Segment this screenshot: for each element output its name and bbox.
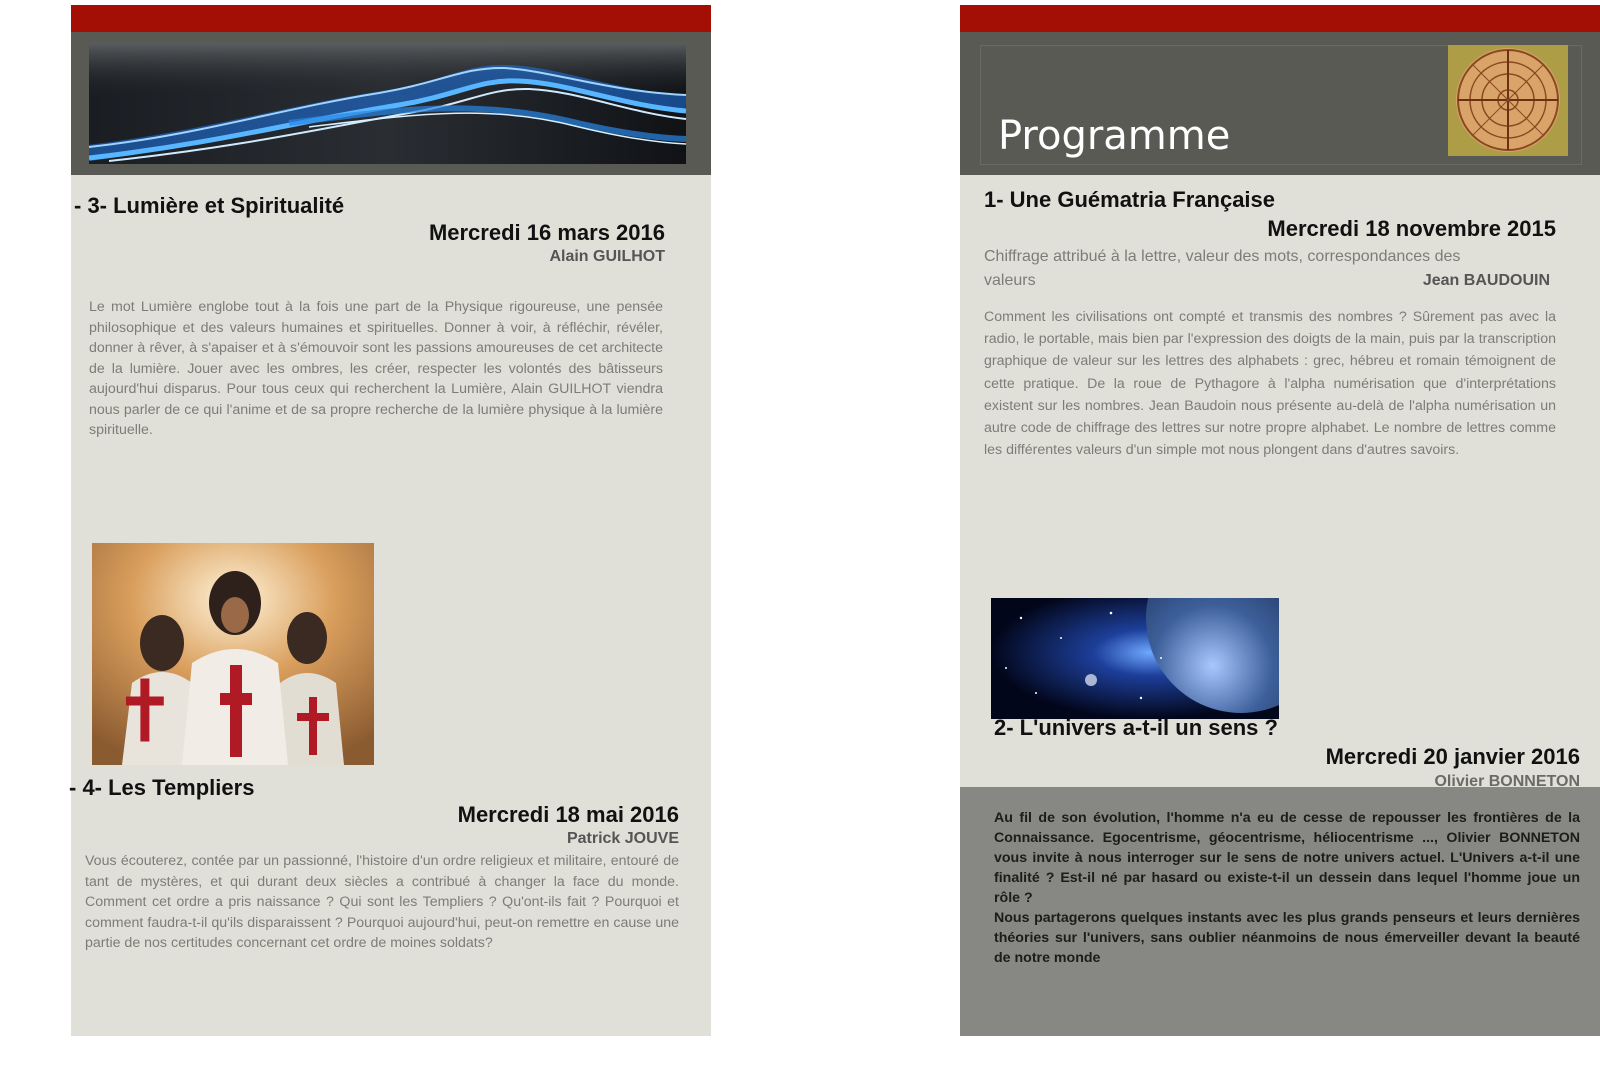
pythagoras-wheel-emblem [1448, 45, 1568, 156]
templar-knights-photo [92, 543, 374, 765]
section-3-speaker: Alain GUILHOT [549, 248, 665, 265]
section-2-description-2: Nous partagerons quelques instants avec les plus grands penseurs et leurs dernières théories sur l'univers, sans oublier néanmoins de nous émerveiller devant la beauté de notre monde [994, 910, 1580, 966]
left-page [71, 5, 711, 1036]
section-4-description: Vous écouterez, contée par un passionné, l'histoire d'un ordre religieux et militaire, entouré de tant de mystères, et qui durant deux siècles a contribué à changer la face du monde. Comment cet ordre a pris naissance ? Qui sont les Templiers ? Qu'ont-ils fait ? Pourquoi et comment faudra-t-il qu'ils disparaissent ? Pourquoi aujourd'hui, peut-on remettre en cause une partie de nos certitudes concernant cet ordre de moines soldats? [85, 853, 679, 951]
section-1-description: Comment les civilisations ont compté et transmis des nombres ? Sûrement pas avec la radio, le portable, mais bien par l'expression des doigts de la main, puis par la transcription graphique de valeur sur les lettres des alphabets : grec, hébreu et romain témoignent de cette pratique. De la roue de Pythagore à l'alpha numérisation que d'interprétations existent sur les nombres. Jean Baudoin nous présente au-delà de l'alpha numérisation un autre code de chiffrage des lettres sur notre propre alphabet. Le nombre de lettres comme les différentes valeurs d'un simple mot nous plongent dans d'autres savoirs. [984, 309, 1556, 459]
section-2-speaker: Olivier BONNETON [1434, 773, 1580, 790]
section-1-subtitle-line1: Chiffrage attribué à la lettre, valeur des mots, correspondances des [984, 248, 1461, 265]
section-3-description: Le mot Lumière englobe tout à la fois une part de la Physique rigoureuse, une pensée philosophique et des valeurs humaines et spirituelles. Donner à voir, à réfléchir, révéler, donner à rêver, à s'apaiser et à s'émouvoir sont les passions amoureuses de cet architecte de la lumière. Jouer avec les ombres, les créer, respecter les volontés des bâtisseurs aujourd'hui disparus. Pour tous ceux qui recherchent la Lumière, Alain GUILHOT viendra nous parler de ce qui l'anime et de sa propre recherche de la lumière physique à la lumière spirituelle. [89, 299, 663, 438]
section-4-heading: - 4- Les Templiers [69, 775, 255, 800]
section-1-date: Mercredi 18 novembre 2015 [1267, 216, 1556, 241]
section-3-date: Mercredi 16 mars 2016 [428, 220, 665, 245]
section-4-date: Mercredi 18 mai 2016 [457, 802, 679, 827]
space-planet-photo [991, 598, 1279, 719]
page-title: Programme [998, 113, 1231, 159]
section-2-description-1: Au fil de son évolution, l'homme n'a eu de cesse de repousser les frontières de la Connaissance. Egocentrisme, géocentrisme, héliocentrisme ..., Olivier BONNETON vous invite à nous interroger sur le sens de notre univers actuel. L'Univers a-t-il une finalité ? Est-il né par hasard ou existe-t-il un dessein dans lequel l'homme joue un rôle ? [994, 810, 1580, 906]
red-top-bar [71, 5, 711, 32]
light-trails-photo [89, 43, 686, 164]
section-2-heading: 2- L'univers a-t-il un sens ? [994, 715, 1278, 740]
section-4-speaker: Patrick JOUVE [566, 830, 679, 847]
section-1-heading: 1- Une Guématria Française [984, 187, 1276, 212]
section-1-speaker: Jean BAUDOUIN [1422, 272, 1550, 289]
section-1-subtitle-line2: valeurs [984, 272, 1036, 289]
red-top-bar [960, 5, 1600, 32]
right-page [960, 5, 1600, 1036]
section-3-heading: - 3- Lumière et Spiritualité [74, 193, 345, 218]
section-2-date: Mercredi 20 janvier 2016 [1325, 744, 1580, 769]
